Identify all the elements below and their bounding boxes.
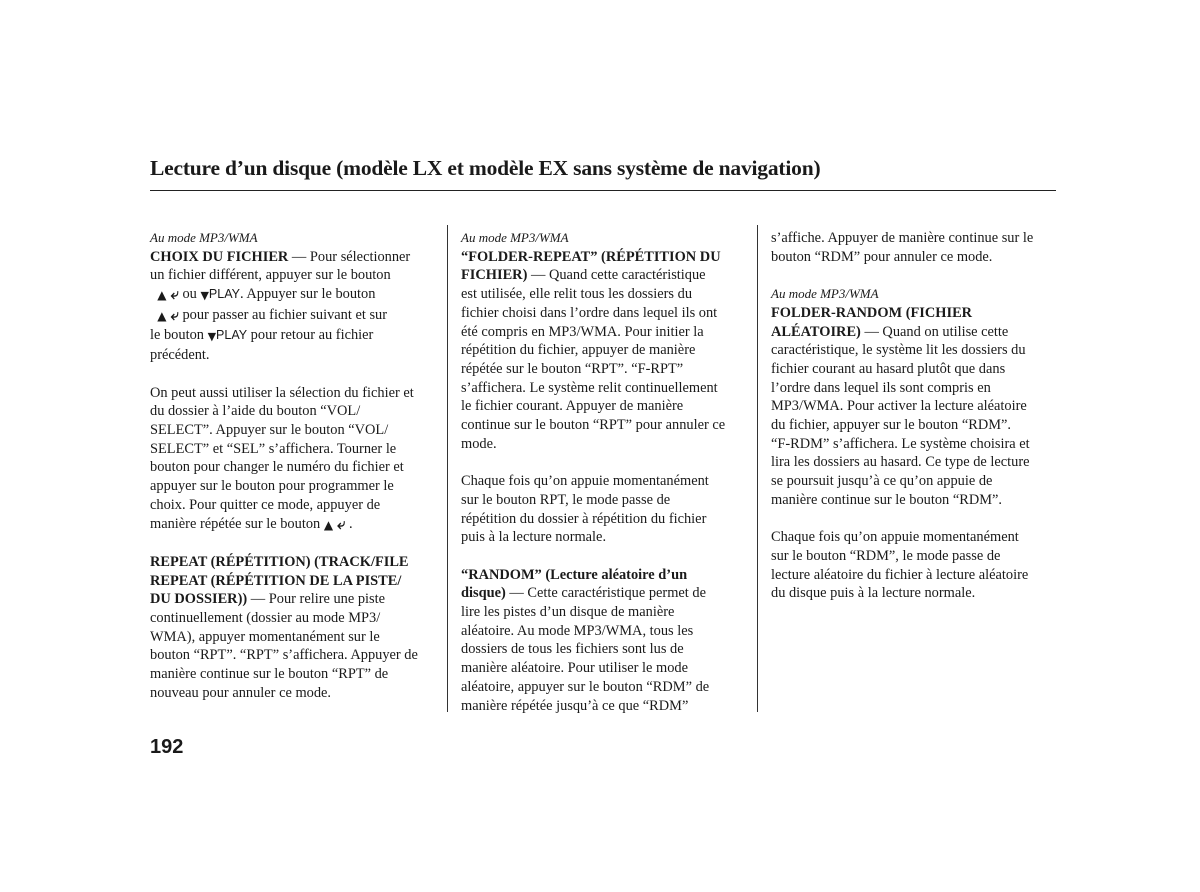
text-fragment: pour retour au fichier (247, 326, 374, 343)
paragraph-gap (461, 453, 749, 472)
section-heading-repeat: REPEAT (RÉPÉTITION) (TRACK/FILE (150, 553, 409, 570)
text-line (150, 306, 438, 326)
text-line: Chaque fois qu’on appuie momentanément (461, 473, 709, 490)
text-line: du dossier à l’aide du bouton “VOL/ (150, 403, 361, 420)
text-line: l’ordre dans lequel ils sont compris en (771, 379, 991, 396)
text-line: manière aléatoire. Pour utiliser le mode (461, 660, 688, 677)
text-line (150, 326, 438, 347)
paragraph-gap (150, 365, 438, 384)
text-line: SELECT” et “SEL” s’affichera. Tourner le (150, 440, 397, 457)
down-arrow-icon: ▼ (200, 289, 209, 303)
text-line: caractéristique, le système lit les dossiers du (771, 342, 1026, 359)
section-heading-random: “RANDOM” (Lecture aléatoire d’un (461, 566, 688, 583)
text-line: lira les dossiers au hasard. Ce type de lecture (771, 454, 1030, 471)
title-rule (150, 190, 1056, 191)
text-fragment: — Cette caractéristique permet de (505, 585, 706, 602)
text-line: bouton “RPT”. “RPT” s’affichera. Appuyer de (150, 647, 418, 664)
text-line: choix. Pour quitter ce mode, appuyer de (150, 496, 381, 513)
column-middle (461, 229, 749, 715)
text-line: répétée sur le bouton “RPT”. “F-RPT” (461, 360, 684, 377)
text-line (461, 584, 749, 603)
text-fragment: pour passer au fichier suivant et sur (178, 306, 388, 323)
return-arrow-icon: ⤶ (337, 514, 346, 533)
text-line: mode. (461, 435, 497, 452)
text-line: se poursuit jusqu’à ce qu’on appuie de (771, 473, 993, 490)
down-arrow-icon: ▼ (207, 329, 217, 343)
up-arrow-icon: ▲ (157, 308, 167, 323)
text-line (150, 248, 438, 267)
section-heading-file-choice: CHOIX DU FICHIER (150, 248, 289, 265)
section-heading-folder-repeat: FICHIER) (461, 267, 528, 284)
section-heading-random: disque) (461, 585, 506, 602)
paragraph-gap (771, 510, 1061, 529)
text-line: du fichier, appuyer sur le bouton “RDM”. (771, 417, 1012, 434)
page-title: Lecture d’un disque (modèle LX et modèle EX sans système de navigation) (150, 156, 821, 180)
text-line (150, 590, 438, 609)
text-line: fichier courant au hasard plutôt que dans (771, 360, 1006, 377)
text-line: continue sur le bouton “RPT” pour annuler ce (461, 417, 726, 434)
section-heading-repeat: REPEAT (RÉPÉTITION DE LA PISTE/ (150, 572, 402, 589)
text-fragment: — Pour relire une piste (247, 591, 386, 608)
text-line: WMA), appuyer momentanément sur le (150, 628, 380, 645)
text-fragment: . (345, 515, 353, 532)
text-line: manière continue sur le bouton “RDM”. (771, 491, 1002, 508)
section-heading-folder-repeat: “FOLDER-REPEAT” (RÉPÉTITION DU (461, 248, 721, 265)
section-heading-folder-random: FOLDER-RANDOM (FICHIER (771, 304, 973, 321)
text-line (150, 285, 438, 306)
paragraph-gap (771, 266, 1061, 285)
return-arrow-icon: ⤶ (170, 305, 179, 324)
text-fragment: — Quand on utilise cette (860, 323, 1009, 340)
text-line: aléatoire, appuyer sur le bouton “RDM” de (461, 678, 710, 695)
text-line: bouton “RDM” pour annuler ce mode. (771, 248, 993, 265)
play-label-icon: PLAY (216, 327, 248, 342)
page-number: 192 (150, 736, 184, 758)
column-separator (447, 225, 448, 712)
paragraph-gap (150, 534, 438, 553)
mode-label: Au mode MP3/WMA (771, 286, 879, 302)
text-line: été compris en MP3/WMA. Pour initier la (461, 323, 704, 340)
text-line: On peut aussi utiliser la sélection du fichier et (150, 384, 414, 401)
text-line: puis à la lecture normale. (461, 529, 607, 546)
text-line: le fichier courant. Appuyer de manière (461, 398, 684, 415)
text-line: appuyer sur le bouton pour programmer le (150, 478, 394, 495)
text-fragment: — Pour sélectionner (288, 248, 411, 265)
text-line: s’affichera. Le système relit continuellement (461, 379, 718, 396)
text-line: un fichier différent, appuyer sur le bouton (150, 267, 391, 284)
mode-label: Au mode MP3/WMA (461, 230, 569, 245)
text-line: MP3/WMA. Pour activer la lecture aléatoire (771, 398, 1027, 415)
column-right (771, 229, 1061, 603)
paragraph-gap (461, 547, 749, 566)
text-line: manière continue sur le bouton “RPT” de (150, 666, 389, 683)
text-line: s’affiche. Appuyer de manière continue sur le (771, 230, 1034, 246)
text-fragment: . Appuyer sur le bouton (239, 286, 376, 303)
text-line: “F-RDM” s’affichera. Le système choisira et (771, 435, 1030, 452)
text-line: nouveau pour annuler ce mode. (150, 684, 332, 701)
text-line (771, 323, 1061, 342)
text-fragment: ou (178, 286, 201, 303)
text-line: aléatoire. Au mode MP3/WMA, tous les (461, 622, 694, 639)
mode-label: Au mode MP3/WMA (150, 230, 258, 245)
text-line: manière répétée jusqu’à ce que “RDM” (461, 697, 689, 714)
text-fragment: — Quand cette caractéristique (527, 267, 706, 284)
text-fragment: manière répétée sur le bouton (150, 515, 324, 532)
text-line: lecture aléatoire du fichier à lecture aléatoire (771, 566, 1029, 583)
play-label-icon: PLAY (208, 287, 240, 302)
text-line (150, 515, 438, 535)
text-line: lire les pistes d’un disque de manière (461, 604, 675, 621)
column-left (150, 229, 438, 703)
return-arrow-icon: ⤶ (170, 285, 179, 304)
section-heading-repeat: DU DOSSIER)) (150, 591, 248, 608)
text-line: fichier choisi dans l’ordre dans lequel ils ont (461, 304, 718, 321)
up-arrow-icon: ▲ (157, 288, 167, 303)
up-arrow-icon: ▲ (323, 517, 334, 532)
section-heading-folder-random: ALÉATOIRE) (771, 323, 861, 340)
text-line: Chaque fois qu’on appuie momentanément (771, 529, 1019, 546)
text-line: dossiers de tous les fichiers sont lus de (461, 641, 684, 658)
text-line: répétition du dossier à répétition du fichier (461, 510, 707, 527)
text-line: répétition du fichier, appuyer de manière (461, 342, 696, 359)
text-line: continuellement (dossier au mode MP3/ (150, 610, 381, 627)
text-line: sur le bouton RPT, le mode passe de (461, 491, 671, 508)
text-line (461, 266, 749, 285)
text-line: bouton pour changer le numéro du fichier et (150, 459, 404, 476)
text-line: précédent. (150, 347, 210, 364)
text-fragment: le bouton (150, 326, 208, 343)
text-line: SELECT”. Appuyer sur le bouton “VOL/ (150, 422, 389, 439)
text-line: sur le bouton “RDM”, le mode passe de (771, 547, 1001, 564)
column-separator (757, 225, 758, 712)
text-line: est utilisée, elle relit tous les dossiers du (461, 286, 693, 303)
text-line: du disque puis à la lecture normale. (771, 585, 976, 602)
